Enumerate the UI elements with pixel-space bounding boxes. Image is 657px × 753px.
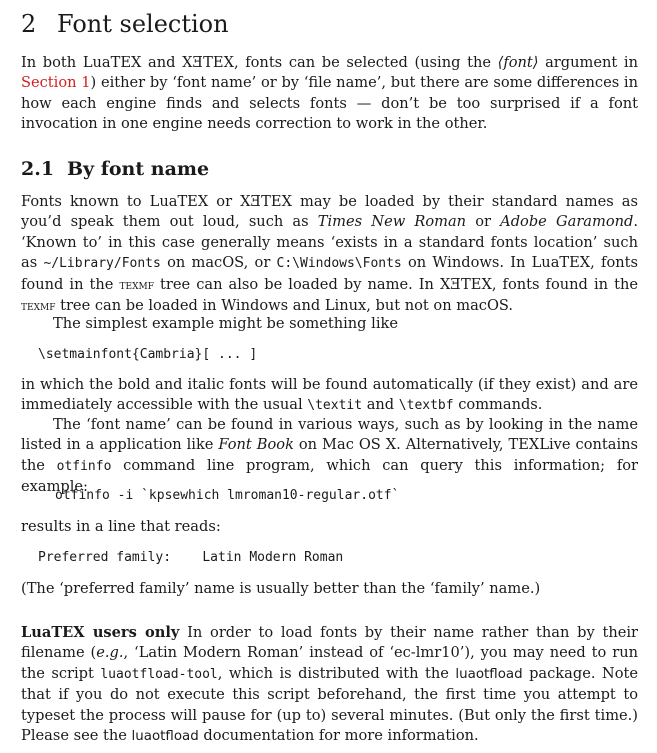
paragraph-bold-italic [21, 375, 638, 417]
italic-abbrev: e.g. [96, 644, 124, 662]
paragraph-luatex-users [21, 623, 638, 747]
italic-font-name: Times New Roman [317, 213, 467, 231]
section-reference-link[interactable]: Section 1 [21, 74, 91, 92]
package-name: luaotfload [455, 666, 523, 682]
code-command: \textit [307, 398, 363, 414]
italic-font-name: Adobe Garamond [500, 213, 634, 231]
text-run: on Mac OS X. Alternatively, TEXLive contains the [21, 436, 639, 474]
code-block-preferred-family: Preferred family: Latin Modern Roman [38, 550, 344, 565]
text-run: argument in [538, 54, 638, 71]
text-run: in which the bold and italic fonts will be found automatically (if they exist) and are immediately accessible with the usual [21, 376, 638, 414]
text-run: In both LuaTEX and XƎTEX, fonts can be selected (using the [21, 54, 498, 71]
text-run: tree can also be loaded by name. In XƎTEX, fonts found in the [153, 275, 638, 293]
paragraph-font-names [21, 192, 638, 317]
paragraph-font-name-lookup [21, 415, 638, 498]
subsection-number: 2.1 [21, 158, 55, 180]
text-run: on Windows. In LuaTEX, fonts found in the [21, 254, 638, 293]
code-script: luaotfload-tool [100, 666, 218, 682]
text-run: In order to load fonts by their name rather than by their filename ( [21, 624, 638, 662]
code-path: ~/Library/Fonts [43, 256, 161, 272]
text-run: commands. [453, 396, 543, 414]
code-command: \textbf [398, 398, 454, 414]
text-run: package. Note that if you do not execute this script beforehand, the first time you attempt to typeset the process will pause for (up to) several minutes. (But only the first time.) Please see the [21, 664, 638, 745]
text-run: command line program, which can query this information; for example: [21, 456, 638, 496]
paragraph-simplest-example: The simplest example might be something like [53, 315, 398, 332]
font-argument: ⟨font⟩ [497, 54, 539, 71]
text-run: documentation for more information. [198, 727, 479, 745]
package-name: luaotfload [131, 729, 199, 745]
text-run: The ‘font name’ can be found in various ways, such as by looking in the name listed in a application like [21, 416, 638, 454]
text-run: or [466, 213, 501, 231]
text-run: and [362, 396, 399, 414]
run-in-heading: LuaTEX users only [21, 624, 180, 641]
paragraph-results: results in a line that reads: [21, 518, 221, 535]
intro-paragraph [21, 53, 638, 135]
section-number: 2 [21, 10, 37, 38]
text-run: tree can be loaded in Windows and Linux, but not on macOS. [55, 297, 514, 315]
text-run: , which is distributed with the [217, 664, 456, 682]
text-run: , ‘Latin Modern Roman’ instead of ‘ec-lmr10’), you may need to run the script [21, 644, 638, 682]
text-run: ) either by ‘font name’ or by ‘file name’, but there are some differences in how each engine finds and selects fonts — don’t be too surprised if a font invocation in one engine needs correction to work in the other. [21, 74, 638, 133]
italic-app-name: Font Book [218, 436, 294, 454]
code-block-setmainfont: \setmainfont{Cambria}[ ... ] [38, 347, 258, 362]
text-run: Fonts known to LuaTEX or XƎTEX may be loaded by their standard names as you’d speak them out loud, such as [21, 193, 638, 231]
code-program: otfinfo [56, 458, 112, 474]
paragraph-preferred-note: (The ‘preferred family’ name is usually better than the ‘family’ name.) [21, 580, 541, 597]
text-run: on macOS, or [160, 254, 277, 272]
subsection-title: By font name [67, 158, 210, 180]
text-run: . ‘Known to’ in this case generally means ‘exists in a standard fonts location’ such as [21, 213, 638, 272]
section-title: Font selection [57, 10, 229, 38]
small-caps-term: texmf [21, 299, 56, 315]
section-heading [21, 10, 229, 38]
code-path: C:\Windows\Fonts [276, 256, 402, 272]
subsection-heading [21, 158, 209, 180]
code-block-otfinfo: otfinfo -i `kpsewhich lmroman10-regular.otf` [55, 488, 400, 503]
small-caps-term: texmf [119, 277, 154, 293]
